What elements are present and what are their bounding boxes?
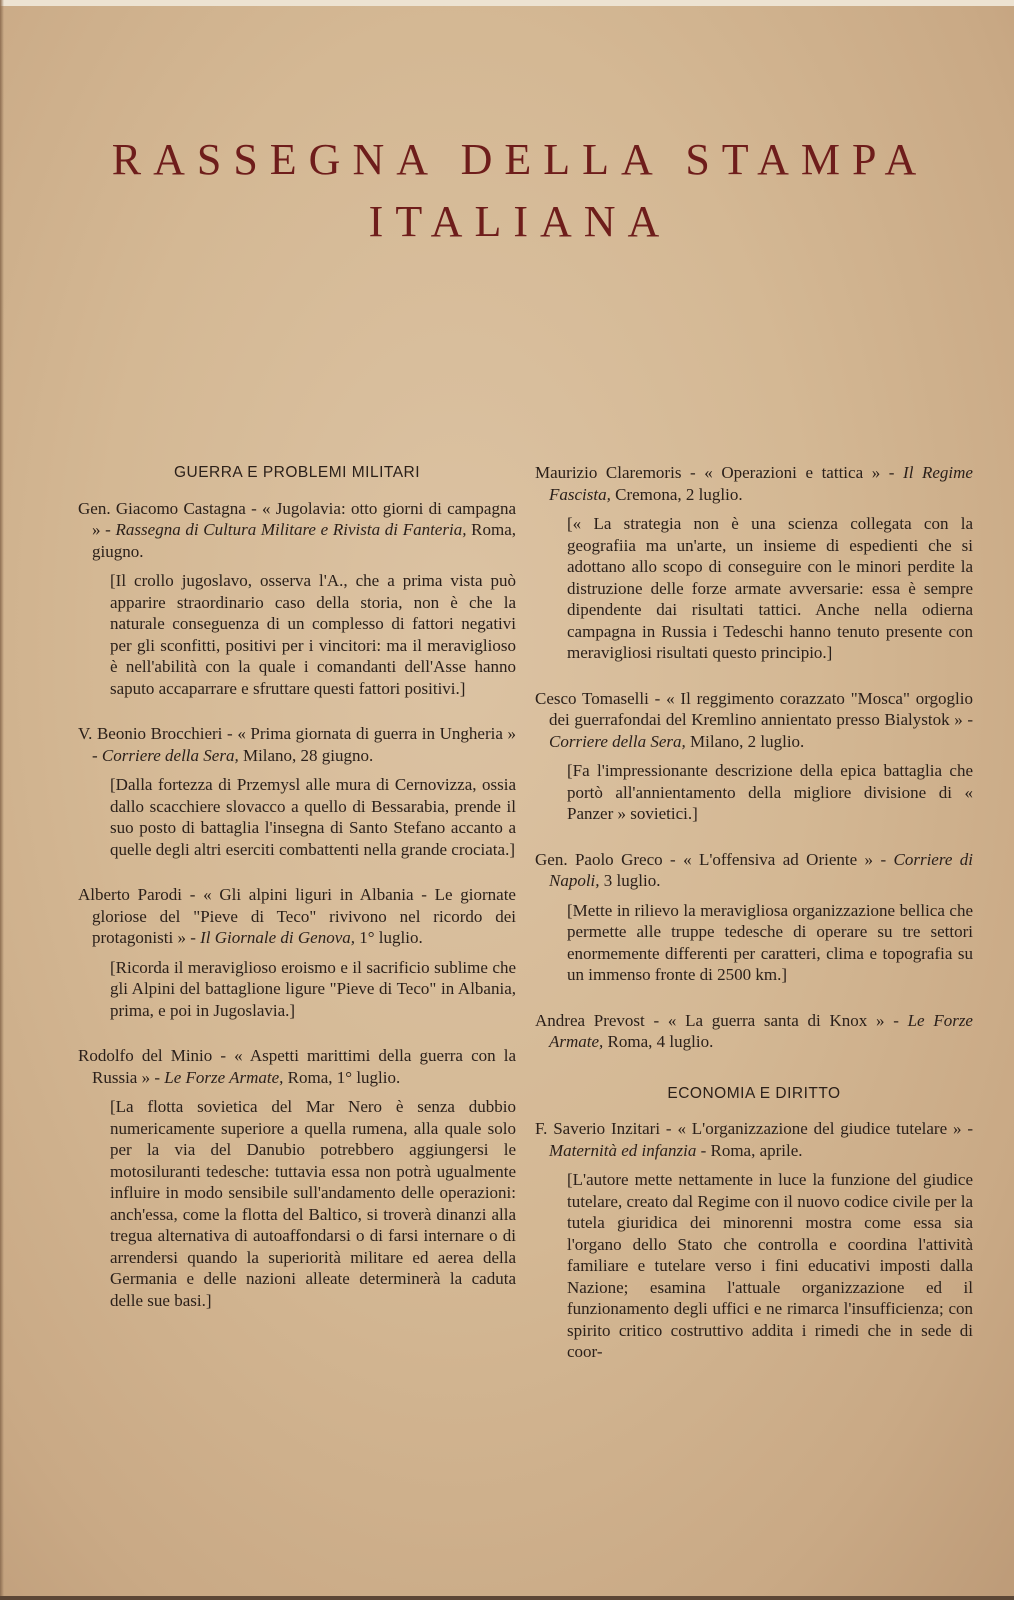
press-entry [535, 1118, 973, 1363]
entry-summary: [Dalla fortezza di Przemysl alle mura di Cernovizza, ossia dallo scacchiere slovacco a quello di Bessarabia, prende il suo posto di battaglia l'insegna di Santo Stefano accanto a quelle degli altri eserciti combattenti nella grande crociata.] [110, 775, 516, 859]
page-title [80, 129, 960, 253]
press-entry [535, 688, 973, 825]
entry-article: « Il reggimento corazzato "Mosca" orgoglio dei guerrafondai del Kremlino annientato presso Bialystok » [549, 688, 974, 729]
entry-source: Maternità ed infanzia [549, 1140, 697, 1160]
entry-article: « L'organizzazione del giudice tutelare » [677, 1119, 962, 1138]
entry-author: Maurizio Claremoris [535, 463, 682, 482]
entry-details: Milano, 2 luglio. [690, 731, 805, 751]
title-line-2: ITALIANA [368, 197, 672, 247]
entry-citation: Andrea Prevost - « La guerra santa di Knox » - Le Forze Armate, Roma, 4 luglio. [535, 1010, 973, 1051]
entry-source: Corriere della Sera, [549, 731, 686, 751]
entry-author: Alberto Parodi [78, 885, 183, 904]
entry-source: Le Forze Armate, [549, 1010, 973, 1051]
entry-article: « Aspetti marittimi della guerra con la Russia » [92, 1046, 516, 1087]
page-left-edge [0, 0, 4, 1600]
entry-details: 3 luglio. [603, 871, 661, 890]
entry-summary: [Mette in rilievo la meravigliosa organizzazione bellica che permette alle truppe tedesche di operare su tre settori enormemente differenti per caratteri, clima e topografia su un immenso fronte di 2500 km.] [567, 900, 973, 984]
entry-summary: [La flotta sovietica del Mar Nero è senza dubbio numericamente superiore a quella rumena, alla quale solo per la via del Danubio potrebbero aggiungersi le motosiluranti tedesche: tuttavia essa non potrà ugualmente influire in modo sensibile sull'andamento delle operazioni: anch'essa, come la flotta del Baltico, si troverà dinanzi alla tregua alternativa di autoaffondarsi o di farsi internare o di arrendersi quando la superiorità militare ed aerea della Germania e delle nazioni alleate determinerà la caduta delle sue basi.] [110, 1097, 516, 1310]
entry-source: Rassegna di Cultura Militare e Rivista di Fanteria, [115, 520, 467, 539]
entry-citation: Rodolfo del Minio - « Aspetti marittimi della guerra con la Russia » - Le Forze Armate, Roma, 1° luglio. [78, 1046, 516, 1087]
entry-author: Rodolfo del Minio [78, 1046, 213, 1065]
entry-summary: [Ricorda il meraviglioso eroismo e il sacrificio sublime che gli Alpini del battaglione ligure "Pieve di Teco" in Albania, prima, e poi in Jugoslavia.] [110, 957, 516, 1020]
entry-article: « Prima giornata di guerra in Ungheria » [237, 724, 517, 743]
entry-citation: F. Saverio Inzitari - « L'organizzazione del giudice tutelare » - Maternità ed infanzia - Roma, aprile. [535, 1119, 973, 1160]
entry-citation: Gen. Giacomo Castagna - « Jugolavia: otto giorni di campagna » - Rassegna di Cultura Militare e Rivista di Fanteria, Roma, giugno. [78, 498, 516, 561]
press-entry [78, 498, 516, 700]
entry-details: Roma, 1° luglio. [287, 1067, 401, 1087]
entry-citation: V. Beonio Brocchieri - « Prima giornata di guerra in Ungheria » - Corriere della Sera, Milano, 28 giugno. [78, 724, 517, 765]
entry-source: Le Forze Armate, [164, 1067, 284, 1087]
press-entry [78, 723, 516, 860]
entry-article: « La guerra santa di Knox » [667, 1010, 885, 1030]
entry-citation: Gen. Paolo Greco - « L'offensiva ad Oriente » - Corriere di Napoli, 3 luglio. [535, 849, 973, 890]
entry-source: Corriere della Sera, [101, 745, 239, 765]
entry-article: « Operazioni e tattica » [704, 463, 881, 482]
entry-citation: Maurizio Claremoris - « Operazioni e tattica » - Il Regime Fascista, Cremona, 2 luglio. [535, 463, 973, 504]
press-entry [78, 884, 516, 1021]
entry-details: Cremona, 2 luglio. [615, 484, 743, 504]
section-heading-economy: ECONOMIA E DIRITTO [667, 1084, 841, 1102]
entry-summary: [« La strategia non è una scienza collegata con la geografiia ma un'arte, un insieme di espedienti che si adottano allo scopo di conseguire con le minori perdite la distruzione delle forze armate avversarie: essa è sempre dipendente dai risultati tattici. Anche nella odierna campagna in Russia i Tedeschi hanno tenuto presente con meravigliosi risultati questo principio.] [567, 514, 973, 662]
entry-citation: Alberto Parodi - « Gli alpini liguri in Albania - Le giornate gloriose del "Pieve di Teco" rivivono nel ricordo dei protagonisti » - Il Giornale di Genova, 1° luglio. [78, 885, 516, 947]
page-top-edge [0, 0, 1014, 6]
entry-article: « L'offensiva ad Oriente » [683, 849, 874, 869]
entry-details: 1° luglio. [359, 928, 423, 947]
press-entry [535, 1010, 973, 1053]
entry-details: - Roma, aprile. [700, 1140, 803, 1160]
entry-author: V. Beonio Brocchieri [78, 724, 223, 743]
entry-source: Corriere di Napoli, [549, 849, 973, 890]
entry-author: Andrea Prevost [535, 1010, 645, 1030]
press-entry [535, 849, 973, 986]
entry-details: Roma, 4 luglio. [607, 1032, 714, 1051]
entry-article: « Gli alpini liguri in Albania - Le giornate gloriose del "Pieve di Teco" rivivono nel ricordo dei protagonisti » [92, 885, 516, 947]
entry-source: Il Regime Fascista, [549, 463, 973, 504]
title-line-1: RASSEGNA DELLA STAMPA [111, 135, 929, 185]
section-heading-military: GUERRA E PROBLEMI MILITARI [173, 464, 421, 481]
entry-summary: [Il crollo jugoslavo, osserva l'A., che a prima vista può apparire straordinario caso della storia, non è che la naturale conseguenza di un complesso di fattori negativi per gli sconfitti, positivi per i vincitori: ma il meraviglioso è nell'abilità con la quale i comandanti dell'Asse hanno saputo accaparrare e sfruttare questi fattori positivi.] [110, 571, 516, 698]
entry-source: Il Giornale di Genova, [200, 928, 355, 947]
press-entry [535, 462, 973, 664]
entry-summary: [L'autore mette nettamente in luce la funzione del giudice tutelare, creato dal Regime con il nuovo codice civile per la tutela giuridica dei minorenni mostra come essa sia l'organo dello Stato che controlla e coordina l'attività familiare e tutelare verso i fini educativi imposti dalla Nazione; esamina l'attuale organizzazione ed il funzionamento degli uffici e ne rimarca l'insufficienza; con spirito critico costruttivo addita i rimedi che in sede di coor- [567, 1170, 973, 1361]
page-bottom-edge [0, 1596, 1014, 1600]
entry-details: Milano, 28 giugno. [242, 745, 374, 765]
press-entry [78, 1045, 516, 1311]
entry-author: Gen. Paolo Greco [535, 849, 663, 869]
entry-author: Cesco Tomaselli [535, 688, 649, 708]
right-column [535, 462, 973, 1387]
entry-article: « Jugolavia: otto giorni di campagna » [92, 498, 516, 539]
entry-author: F. Saverio Inzitari [535, 1119, 661, 1138]
entry-author: Gen. Giacomo Castagna [78, 498, 246, 518]
left-column [78, 462, 516, 1335]
entry-summary: [Fa l'impressionante descrizione della epica battaglia che portò all'annientamento della migliore divisione di « Panzer » sovietici.] [567, 761, 973, 823]
entry-details: Roma, giugno. [92, 520, 516, 561]
entry-citation: Cesco Tomaselli - « Il reggimento corazzato "Mosca" orgoglio dei guerrafondai del Kremlino annientato presso Bialystok » - Corriere della Sera, Milano, 2 luglio. [535, 688, 974, 751]
